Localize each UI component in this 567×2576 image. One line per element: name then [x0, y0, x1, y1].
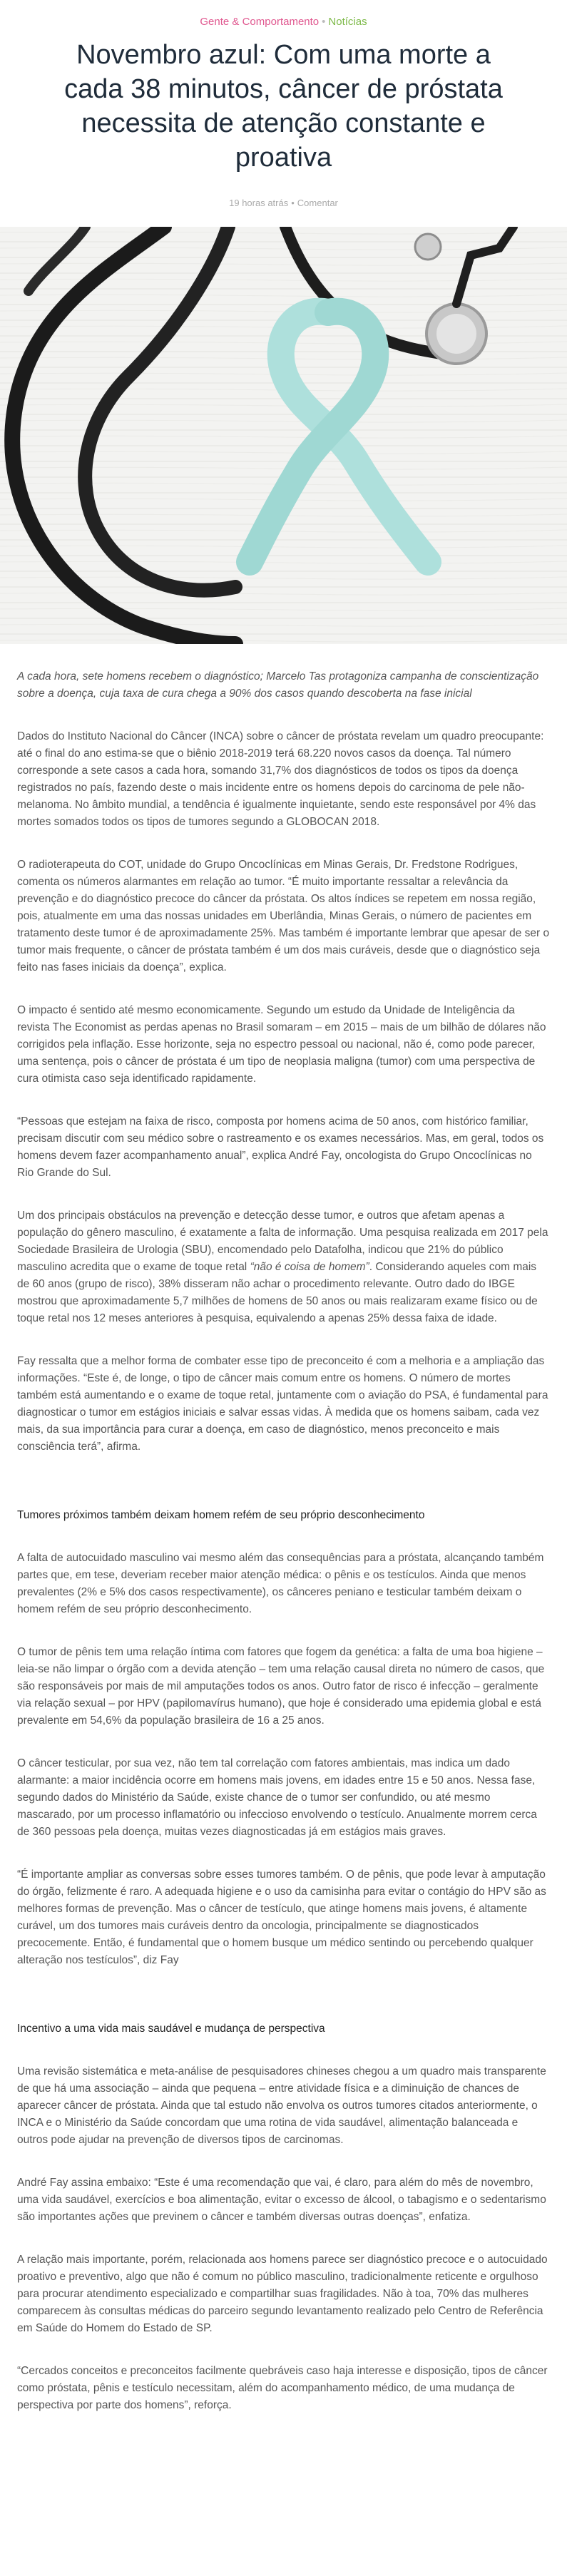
article-body: [0, 668, 567, 2414]
paragraph-5-part-b: . Considerando aqueles com mais de 60 anos (grupo de risco), 38% disseram não achar o procedimento relevante. Outro dado do IBGE mostrou que aproximadamente 5,7 milhões de homens de 50 anos ou mais realizaram exame físico ou de toque retal nos 12 meses anteriores à pesquisa, equivalendo a apenas 25% dessa faixa de idade.: [17, 1261, 538, 1324]
paragraph-4: “Pessoas que estejam na faixa de risco, composta por homens acima de 50 anos, com histórico familiar, precisam discutir com seu médico sobre o rastreamento e os exames necessários. Mas, em geral, todos os homens devem fazer acompanhamento anual”, explica André Fay, oncologista do Grupo Oncoclínicas no Rio Grande do Sul.: [17, 1115, 544, 1179]
hero-image: [0, 227, 567, 644]
paragraph-8: O tumor de pênis tem uma relação íntima com fatores que fogem da genética: a falta de uma boa higiene – leia-se não limpar o órgão com a devida atenção – tem uma relação causal direta no número de casos, que são responsáveis por mais de mil amputações todos os anos. Outro fator de risco é infecção – geralmente via relação sexual – por HPV (papilomavírus humano), que hoje é considerado uma epidemia global e está prevalente em 54,6% da população brasileira de 16 a 25 anos.: [17, 1646, 545, 1727]
paragraph-1: Dados do Instituto Nacional do Câncer (INCA) sobre o câncer de próstata revelam um quadro preocupante: até o final do ano estima-se que o biênio 2018-2019 terá 68.220 novos casos da doença. Tal número corresponde a sete casos a cada hora, somando 31,7% dos diagnósticos de todos os tipos da doença registrados no país, fazendo deste o mais incidente entre os homens depois do carcinoma de pele não-melanoma. No âmbito mundial, a tendência é igualmente inquietante, sendo este responsável por 4% das mortes somados todos os tipos de tumores segundo a GLOBOCAN 2018.: [17, 730, 544, 828]
paragraph-11: Uma revisão sistemática e meta-análise de pesquisadores chineses chegou a um quadro mais transparente de que há uma associação – ainda que pequena – entre atividade física e a diminuição de chances de aparecer câncer de próstata. Ainda que tal estudo não envolva os outros tumores citados anteriormente, o INCA e o Ministério da Saúde concordam que uma rotina de vida saudável, alimentação balanceada e outros pode ajudar na prevenção de diversos tipos de carcinomas.: [17, 2065, 546, 2146]
article-header: [0, 0, 567, 208]
paragraph-2: O radioterapeuta do COT, unidade do Grupo Oncoclínicas em Minas Gerais, Dr. Fredstone Rodrigues, comenta os números alarmantes em relação ao tumor. “É muito importante ressaltar a relevância da prevenção e do diagnóstico precoce do câncer da próstata. Os altos índices se repetem em nossa região, pois, atualmente em uma das nossas unidades em Uberlândia, Minas Gerais, o número de pacientes em tratamento deste tumor é de aproximadamente 25%. Mas também é importante lembrar que apesar de ser o tumor mais frequente, o câncer de próstata também é um dos mais curáveis, desde que o diagnóstico seja feito nas fases iniciais da doença”, explica.: [17, 859, 550, 973]
section-heading-incentivo: Incentivo a uma vida mais saudável e mudança de perspectiva: [17, 2023, 325, 2035]
image-caption: A cada hora, sete homens recebem o diagnóstico; Marcelo Tas protagoniza campanha de conscientização sobre a doença, cuja taxa de cura chega a 90% dos casos quando descoberta na fase inicial: [17, 670, 539, 700]
category-link-gente-comportamento[interactable]: Gente & Comportamento: [200, 16, 320, 28]
paragraph-10: “É importante ampliar as conversas sobre esses tumores também. O de pênis, que pode levar à amputação do órgão, felizmente é raro. A adequada higiene e o uso da camisinha para evitar o contágio do HPV são as melhores formas de prevenção. Mas o câncer de testículo, que atinge homens mais jovens, é altamente curável, um dos tumores mais curáveis dentro da oncologia, principalmente se diagnosticados precocemente. Então, é fundamental que o homem busque um médico sentindo ou percebendo qualquer alteração nos testículos”, diz Fay: [17, 1869, 546, 1966]
paragraph-5-part-a: Um dos principais obstáculos na prevenção e detecção desse tumor, e outros que afetam apenas a população do gênero masculino, é exatamente a falta de informação. Uma pesquisa realizada em 2017 pela Sociedade Brasileira de Urologia (SBU), encomendado pelo Datafolha, indicou que 21% do público masculino acredita que o exame de toque retal: [17, 1210, 548, 1273]
category-separator: •: [322, 16, 326, 28]
paragraph-12: André Fay assina embaixo: “Este é uma recomendação que vai, é claro, para além do mês de novembro, uma vida saudável, exercícios e boa alimentação, evitar o excesso de álcool, o tabagismo e o sedentarismo são importantes ações que previnem o câncer e também diversas outras doenças”, enfatiza.: [17, 2177, 546, 2223]
paragraph-9: O câncer testicular, por sua vez, não tem tal correlação com fatores ambientais, mas indica um dado alarmante: a maior incidência ocorre em homens mais jovens, em idades entre 15 e 50 anos. Nessa fase, segundo dados do Ministério da Saúde, existe chance de o tumor ser confundido, ou até mesmo mascarado, por um processo inflamatório ou infeccioso envolvendo o testículo. Anualmente morrem cerca de 360 pessoas pela doença, muitas vezes diagnosticadas já em estágios mais graves.: [17, 1757, 537, 1838]
section-heading-tumores: Tumores próximos também deixam homem refém de seu próprio desconhecimento: [17, 1509, 425, 1521]
paragraph-3: O impacto é sentido até mesmo economicamente. Segundo um estudo da Unidade de Inteligência da revista The Economist as perdas apenas no Brasil somaram – em 2015 – mais de um bilhão de dólares não corrigidos pela inflação. Esse horizonte, seja no espectro pessoal ou nacional, não é, como pode parecer, uma sentença, pois o câncer de próstata é um tipo de neoplasia maligna (tumor) com uma perspectiva de cura otimista caso seja identificado rapidamente.: [17, 1004, 546, 1085]
category-line: [0, 16, 567, 28]
post-meta: [0, 198, 567, 208]
paragraph-14: “Cercados conceitos e preconceitos facilmente quebráveis caso haja interesse e disposição, tipos de câncer como próstata, pênis e testículo necessitam, além do acompanhamento médico, de uma mudança de perspectiva por parte dos homens”, reforça.: [17, 2365, 548, 2411]
post-time: 19 horas atrás: [229, 198, 289, 208]
category-link-noticias[interactable]: Notícias: [328, 16, 367, 28]
page-title: Novembro azul: Com uma morte a cada 38 minutos, câncer de próstata necessita de atenção constante e proativa: [64, 40, 503, 173]
paragraph-13: A relação mais importante, porém, relacionada aos homens parece ser diagnóstico precoce e o autocuidado proativo e preventivo, algo que não é comum no público masculino, tradicionalmente reticente e orgulhoso para procurar atendimento especializado e compartilhar suas fragilidades. Não à toa, 70% das mulheres comparecem às consultas médicas do parceiro segundo levantamento realizado pelo Centro de Referência em Saúde do Homem do Estado de SP.: [17, 2254, 548, 2334]
paragraph-7: A falta de autocuidado masculino vai mesmo além das consequências para a próstata, alcançando também partes que, em tese, deveriam receber maior atenção médica: o pênis e os testículos. Ainda que menos prevalentes (2% e 5% dos casos respectivamente), os cânceres peniano e testicular também deixam o homem refém de seu próprio desconhecimento.: [17, 1552, 544, 1615]
paragraph-5-emphasis: “não é coisa de homem”: [250, 1261, 369, 1273]
comment-link[interactable]: Comentar: [297, 198, 338, 208]
paragraph-6: Fay ressalta que a melhor forma de combater esse tipo de preconceito é com a melhoria e a ampliação das informações. “Este é, de longe, o tipo de câncer mais comum entre os homens. O número de mortes também está aumentando e o exame de toque retal, juntamente com o aviação do PSA, é fundamental para diagnosticar o tumor em estágios iniciais e salvar essas vidas. À medida que os homens saibam, cada vez mais, da sua importância para curar a doença, em caso de diagnóstico, menos preconceito e mais consciência terá”, afirma.: [17, 1355, 548, 1453]
meta-separator: •: [291, 198, 295, 208]
paragraph-5: [17, 1207, 550, 1327]
